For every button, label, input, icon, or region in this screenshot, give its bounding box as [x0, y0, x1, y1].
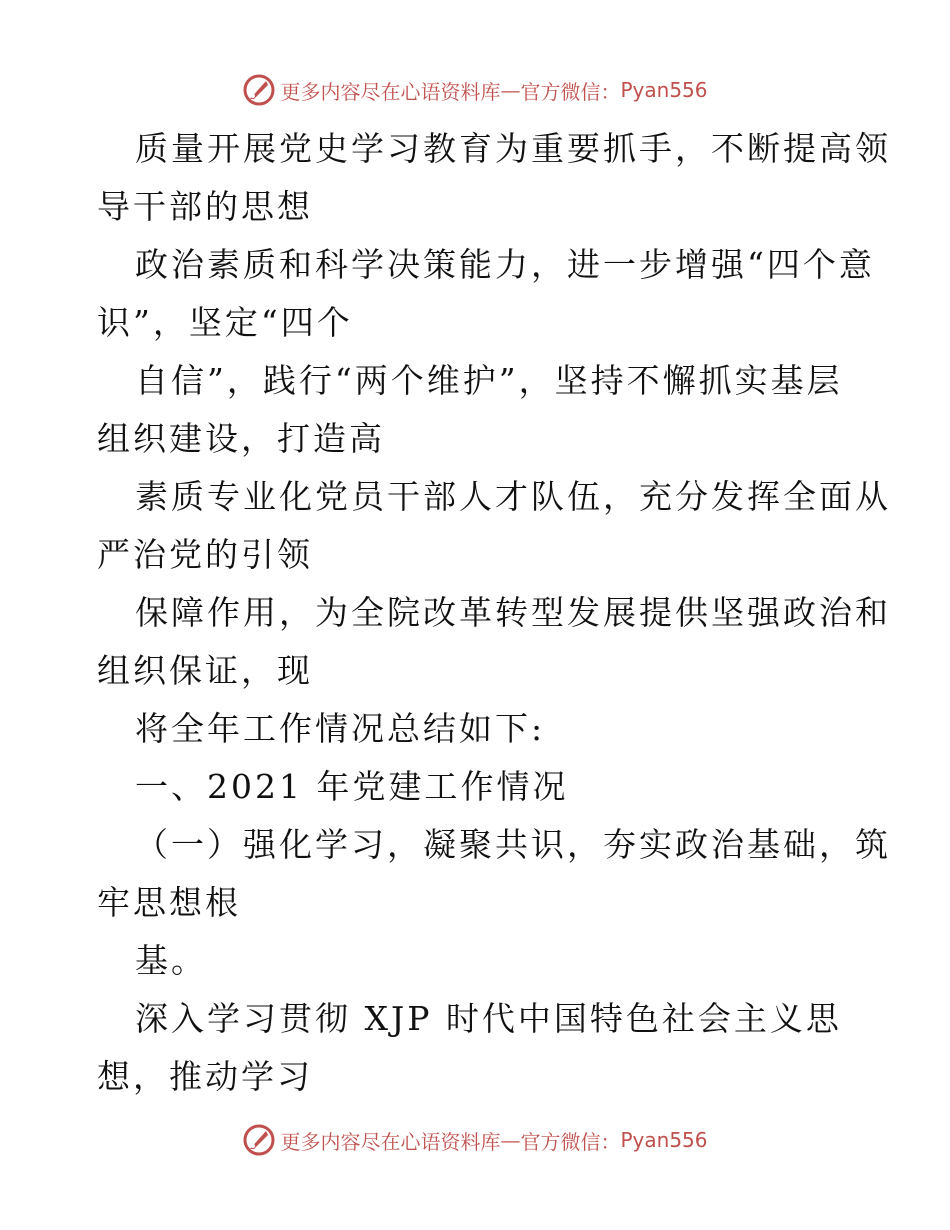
body-line: 导干部的思想 [97, 187, 313, 226]
body-line: 保障作用，为全院改革转型发展提供坚强政治和 [135, 593, 891, 632]
body-line: 组织保证，现 [97, 651, 313, 690]
body-line: 组织建设，打造高 [97, 419, 385, 458]
feather-pen-logo-icon [242, 1123, 276, 1157]
watermark-wechat-id: Pyan556 [620, 78, 708, 102]
document-body [97, 120, 891, 1106]
watermark-wechat-label: 官方微信： [520, 79, 621, 104]
body-line: 识”，坚定“四个 [97, 303, 353, 342]
footer-watermark [0, 1120, 950, 1160]
watermark-text: 更多内容尽在心语资料库 [280, 79, 501, 104]
body-line: 政治素质和科学决策能力，进一步增强“四个意 [135, 245, 875, 284]
section-heading: 一、2021 年党建工作情况 [135, 767, 569, 806]
body-line: 将全年工作情况总结如下: [135, 709, 546, 748]
watermark-wechat-label: 官方微信： [520, 1129, 621, 1154]
watermark-wechat-id: Pyan556 [620, 1128, 708, 1152]
watermark-separator: — [500, 78, 521, 102]
body-line: 深入学习贯彻 XJP 时代中国特色社会主义思 [135, 999, 842, 1038]
watermark-separator: — [500, 1128, 521, 1152]
body-line: 基。 [135, 941, 207, 980]
body-line: 素质专业化党员干部人才队伍，充分发挥全面从 [135, 477, 891, 516]
body-line: 严治党的引领 [97, 535, 313, 574]
subsection-heading: （一）强化学习，凝聚共识，夯实政治基础，筑 [135, 825, 891, 864]
watermark-text: 更多内容尽在心语资料库 [280, 1129, 501, 1154]
body-line: 想，推动学习 [97, 1057, 313, 1096]
body-line: 质量开展党史学习教育为重要抓手，不断提高领 [135, 129, 891, 168]
body-line: 自信”，践行“两个维护”，坚持不懈抓实基层 [135, 361, 843, 400]
feather-pen-logo-icon [242, 73, 276, 107]
header-watermark [0, 70, 950, 110]
body-line: 牢思想根 [97, 883, 241, 922]
